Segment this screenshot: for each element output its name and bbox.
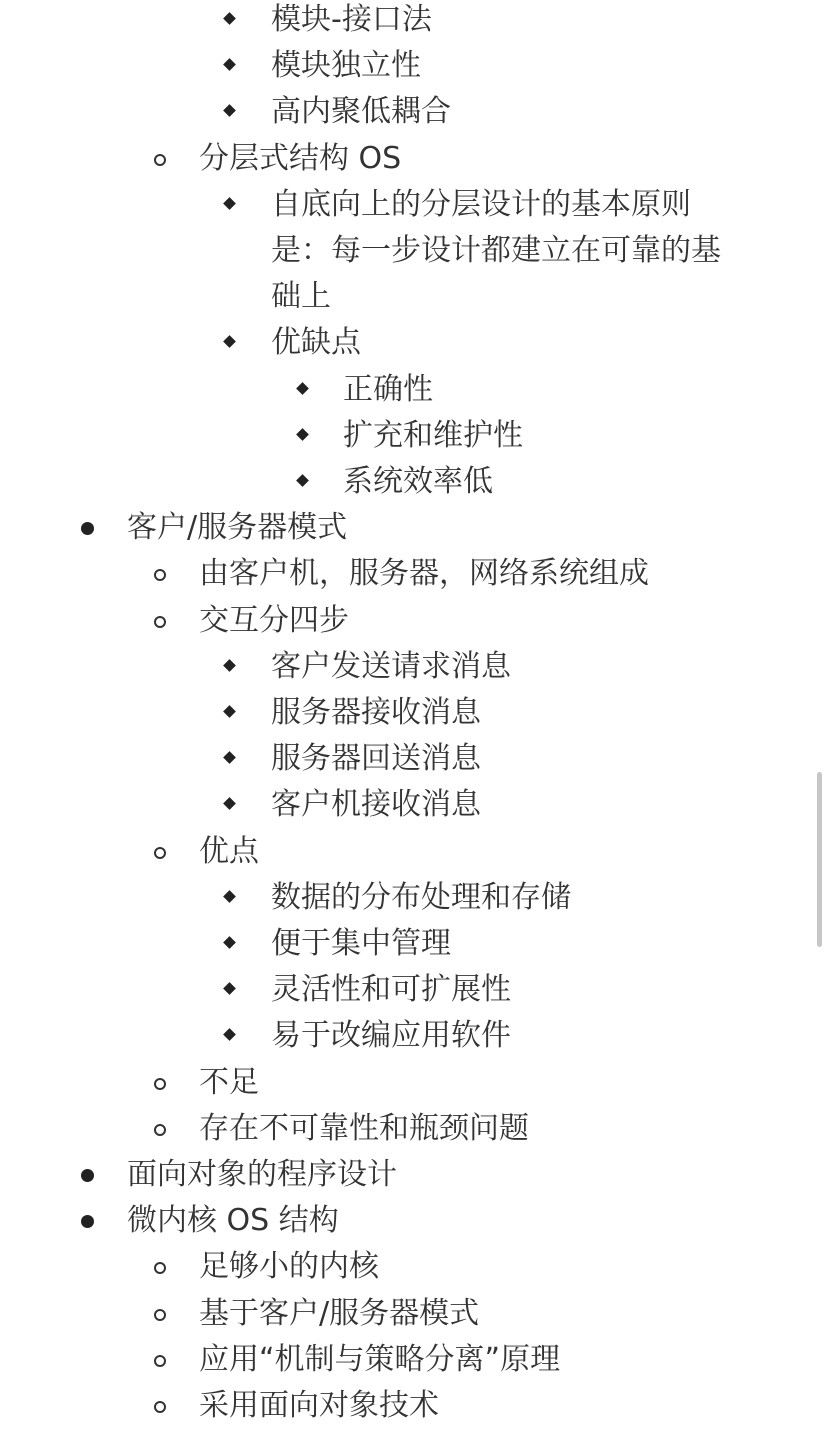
list-item-text: 不足	[199, 1064, 259, 1100]
list-item	[0, 320, 824, 366]
list-item	[0, 1337, 824, 1383]
list-item-text: 优点	[199, 833, 259, 869]
list-item-text: 由客户机，服务器，网络系统组成	[199, 556, 649, 592]
list-item	[0, 1060, 824, 1106]
list-item-text: 应用“机制与策略分离”原理	[199, 1341, 561, 1377]
list-item-text: 服务器接收消息	[271, 695, 481, 730]
list-item-text: 面向对象的程序设计	[127, 1157, 397, 1192]
list-item	[0, 1291, 824, 1337]
list-item-text: 扩充和维护性	[343, 417, 523, 453]
list-item	[0, 690, 824, 736]
list-item	[0, 875, 824, 921]
list-item	[0, 0, 824, 43]
list-item	[0, 921, 824, 967]
list-item-text: 系统效率低	[343, 464, 493, 499]
list-item	[0, 1383, 824, 1429]
list-item-text: 服务器回送消息	[271, 741, 481, 777]
list-item-text: 础上	[271, 279, 331, 315]
list-item	[0, 182, 824, 228]
list-item	[0, 1152, 824, 1198]
list-item	[0, 736, 824, 782]
list-item-text: 足够小的内核	[199, 1249, 379, 1285]
list-item-text: 优缺点	[271, 325, 361, 361]
list-item-text: 微内核 OS 结构	[127, 1203, 339, 1239]
list-item	[0, 598, 824, 644]
scrollbar[interactable]	[817, 772, 822, 947]
list-item-text: 便于集中管理	[271, 926, 451, 961]
list-item-text: 客户发送请求消息	[271, 648, 511, 684]
list-item-text: 模块-接口法	[271, 2, 432, 37]
list-item-text: 采用面向对象技术	[199, 1388, 439, 1423]
list-item	[0, 1106, 824, 1152]
list-item	[0, 644, 824, 690]
list-item	[0, 89, 824, 135]
list-item-text: 客户/服务器模式	[127, 510, 348, 546]
list-item-text: 模块独立性	[271, 48, 421, 84]
list-item	[0, 367, 824, 413]
list-item	[0, 43, 824, 89]
list-item-text: 自底向上的分层设计的基本原则	[271, 186, 691, 222]
list-item-text: 客户机接收消息	[271, 787, 481, 823]
list-item	[0, 459, 824, 505]
list-item-text: 存在不可靠性和瓶颈问题	[199, 1110, 529, 1146]
list-item-text: 交互分四步	[199, 602, 349, 638]
list-item-continuation	[0, 228, 824, 274]
list-item	[0, 505, 824, 551]
list-item-text: 分层式结构 OS	[199, 140, 402, 176]
list-item-text: 高内聚低耦合	[271, 94, 451, 130]
list-item-text: 基于客户/服务器模式	[199, 1295, 480, 1331]
list-item-text: 易于改编应用软件	[271, 1018, 511, 1054]
list-item-text: 是：每一步设计都建立在可靠的基	[271, 233, 721, 268]
list-item-text: 数据的分布处理和存储	[271, 879, 571, 915]
list-item	[0, 782, 824, 828]
list-item	[0, 1244, 824, 1290]
list-item	[0, 829, 824, 875]
list-item	[0, 967, 824, 1013]
list-item	[0, 1013, 824, 1059]
list-item	[0, 1198, 824, 1244]
list-item	[0, 413, 824, 459]
list-item-text: 灵活性和可扩展性	[271, 972, 511, 1008]
list-item-text: 正确性	[343, 371, 433, 407]
list-item-continuation	[0, 274, 824, 320]
list-item	[0, 551, 824, 597]
list-item	[0, 136, 824, 182]
